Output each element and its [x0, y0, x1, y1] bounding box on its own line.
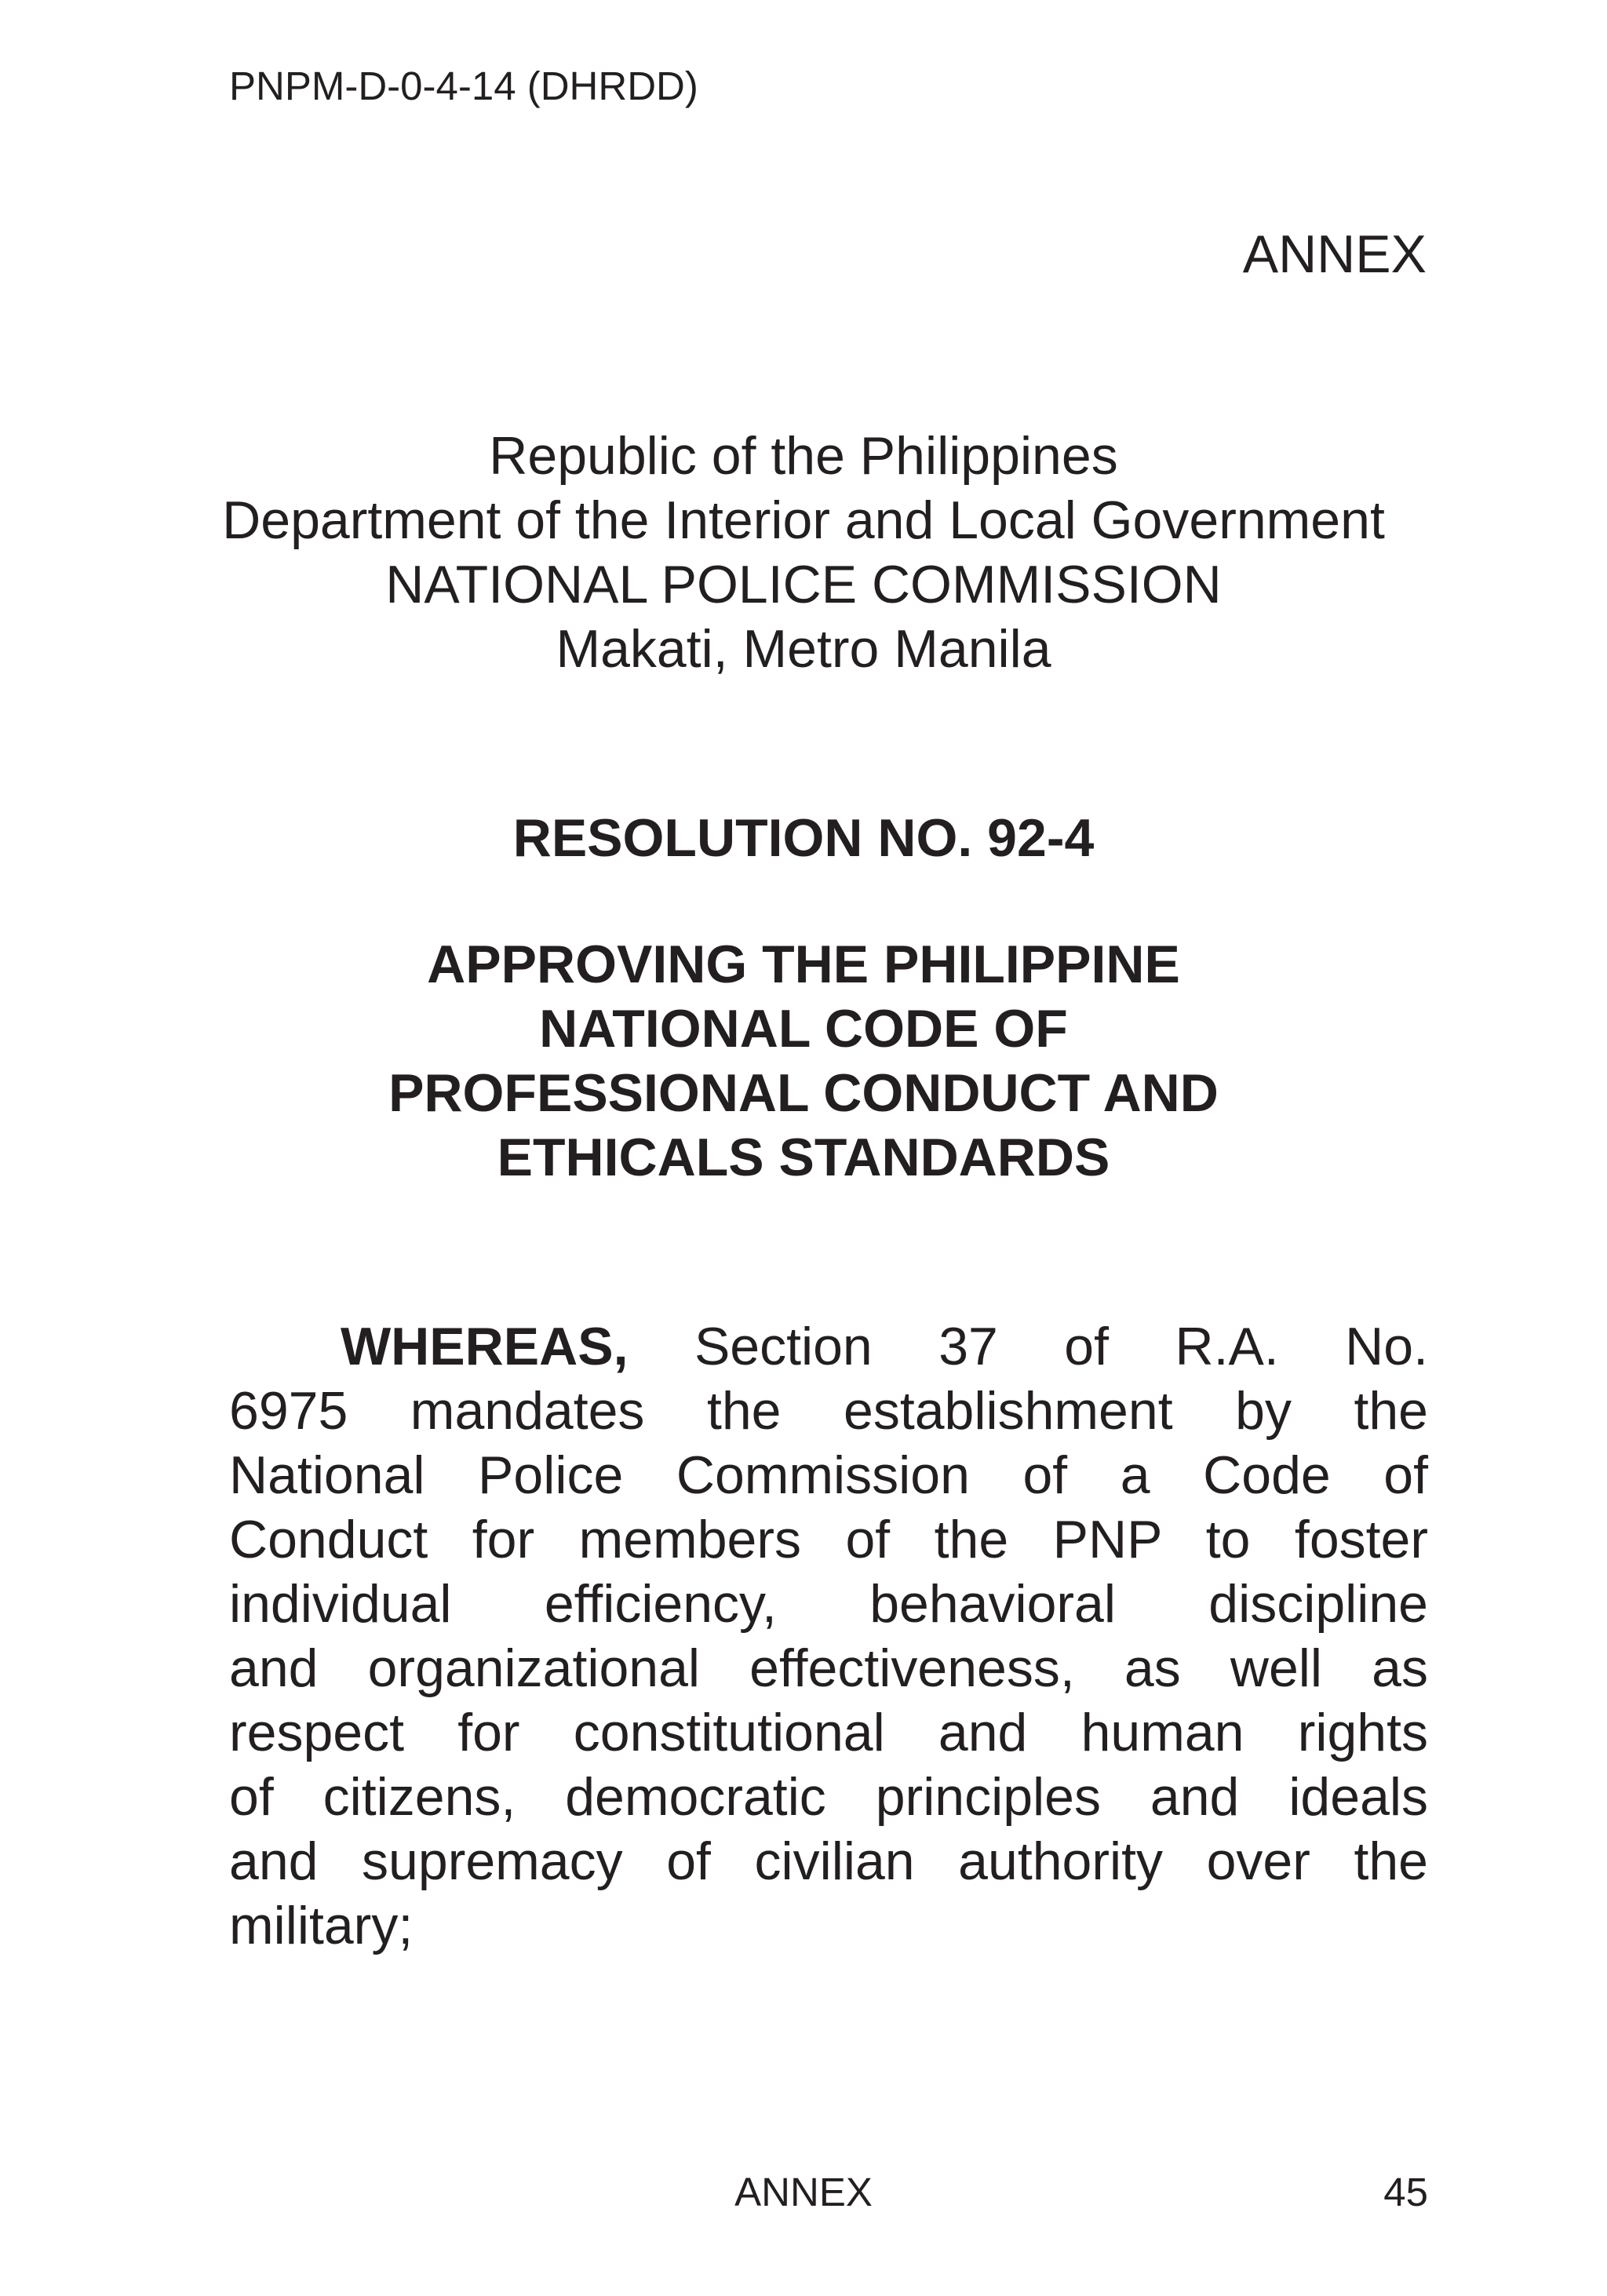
paragraph-line: Conduct for members of the PNP to foster	[229, 1510, 1428, 1569]
whereas-keyword: WHEREAS,	[341, 1317, 629, 1376]
paragraph-line: and organizational effectiveness, as well as	[229, 1638, 1428, 1698]
letterhead-commission: NATIONAL POLICE COMMISSION	[385, 555, 1222, 614]
resolution-title-line: ETHICALS STANDARDS	[497, 1128, 1110, 1187]
resolution-title-line: NATIONAL CODE OF	[539, 999, 1068, 1059]
letterhead-country: Republic of the Philippines	[489, 426, 1118, 486]
whereas-paragraph	[229, 1314, 1428, 1958]
paragraph-line: of citizens, democratic principles and ideals	[229, 1767, 1428, 1827]
paragraph-line: 6975 mandates the establishment by the	[229, 1381, 1428, 1441]
paragraph-line: individual efficiency, behavioral discipline	[229, 1574, 1428, 1634]
paragraph-line: and supremacy of civilian authority over the	[229, 1831, 1428, 1891]
page-number: 45	[1383, 2170, 1428, 2214]
footer-annex-label: ANNEX	[734, 2170, 873, 2214]
paragraph-line: respect for constitutional and human rights	[229, 1703, 1428, 1762]
paragraph-line: military;	[229, 1896, 414, 1955]
letterhead-location: Makati, Metro Manila	[556, 619, 1051, 679]
paragraph-line: National Police Commission of a Code of	[229, 1445, 1428, 1505]
resolution-title	[0, 932, 1607, 1190]
annex-heading: ANNEX	[1242, 224, 1427, 284]
paragraph-line	[229, 1314, 1428, 1379]
letterhead	[0, 424, 1607, 681]
resolution-number: RESOLUTION NO. 92-4	[512, 808, 1095, 868]
paragraph-text: Section 37 of R.A. No.	[694, 1317, 1428, 1376]
resolution-title-line: APPROVING THE PHILIPPINE	[427, 935, 1180, 994]
resolution-title-line: PROFESSIONAL CONDUCT AND	[388, 1063, 1219, 1123]
letterhead-department: Department of the Interior and Local Government	[222, 490, 1385, 550]
document-code: PNPM-D-0-4-14 (DHRDD)	[229, 64, 698, 108]
